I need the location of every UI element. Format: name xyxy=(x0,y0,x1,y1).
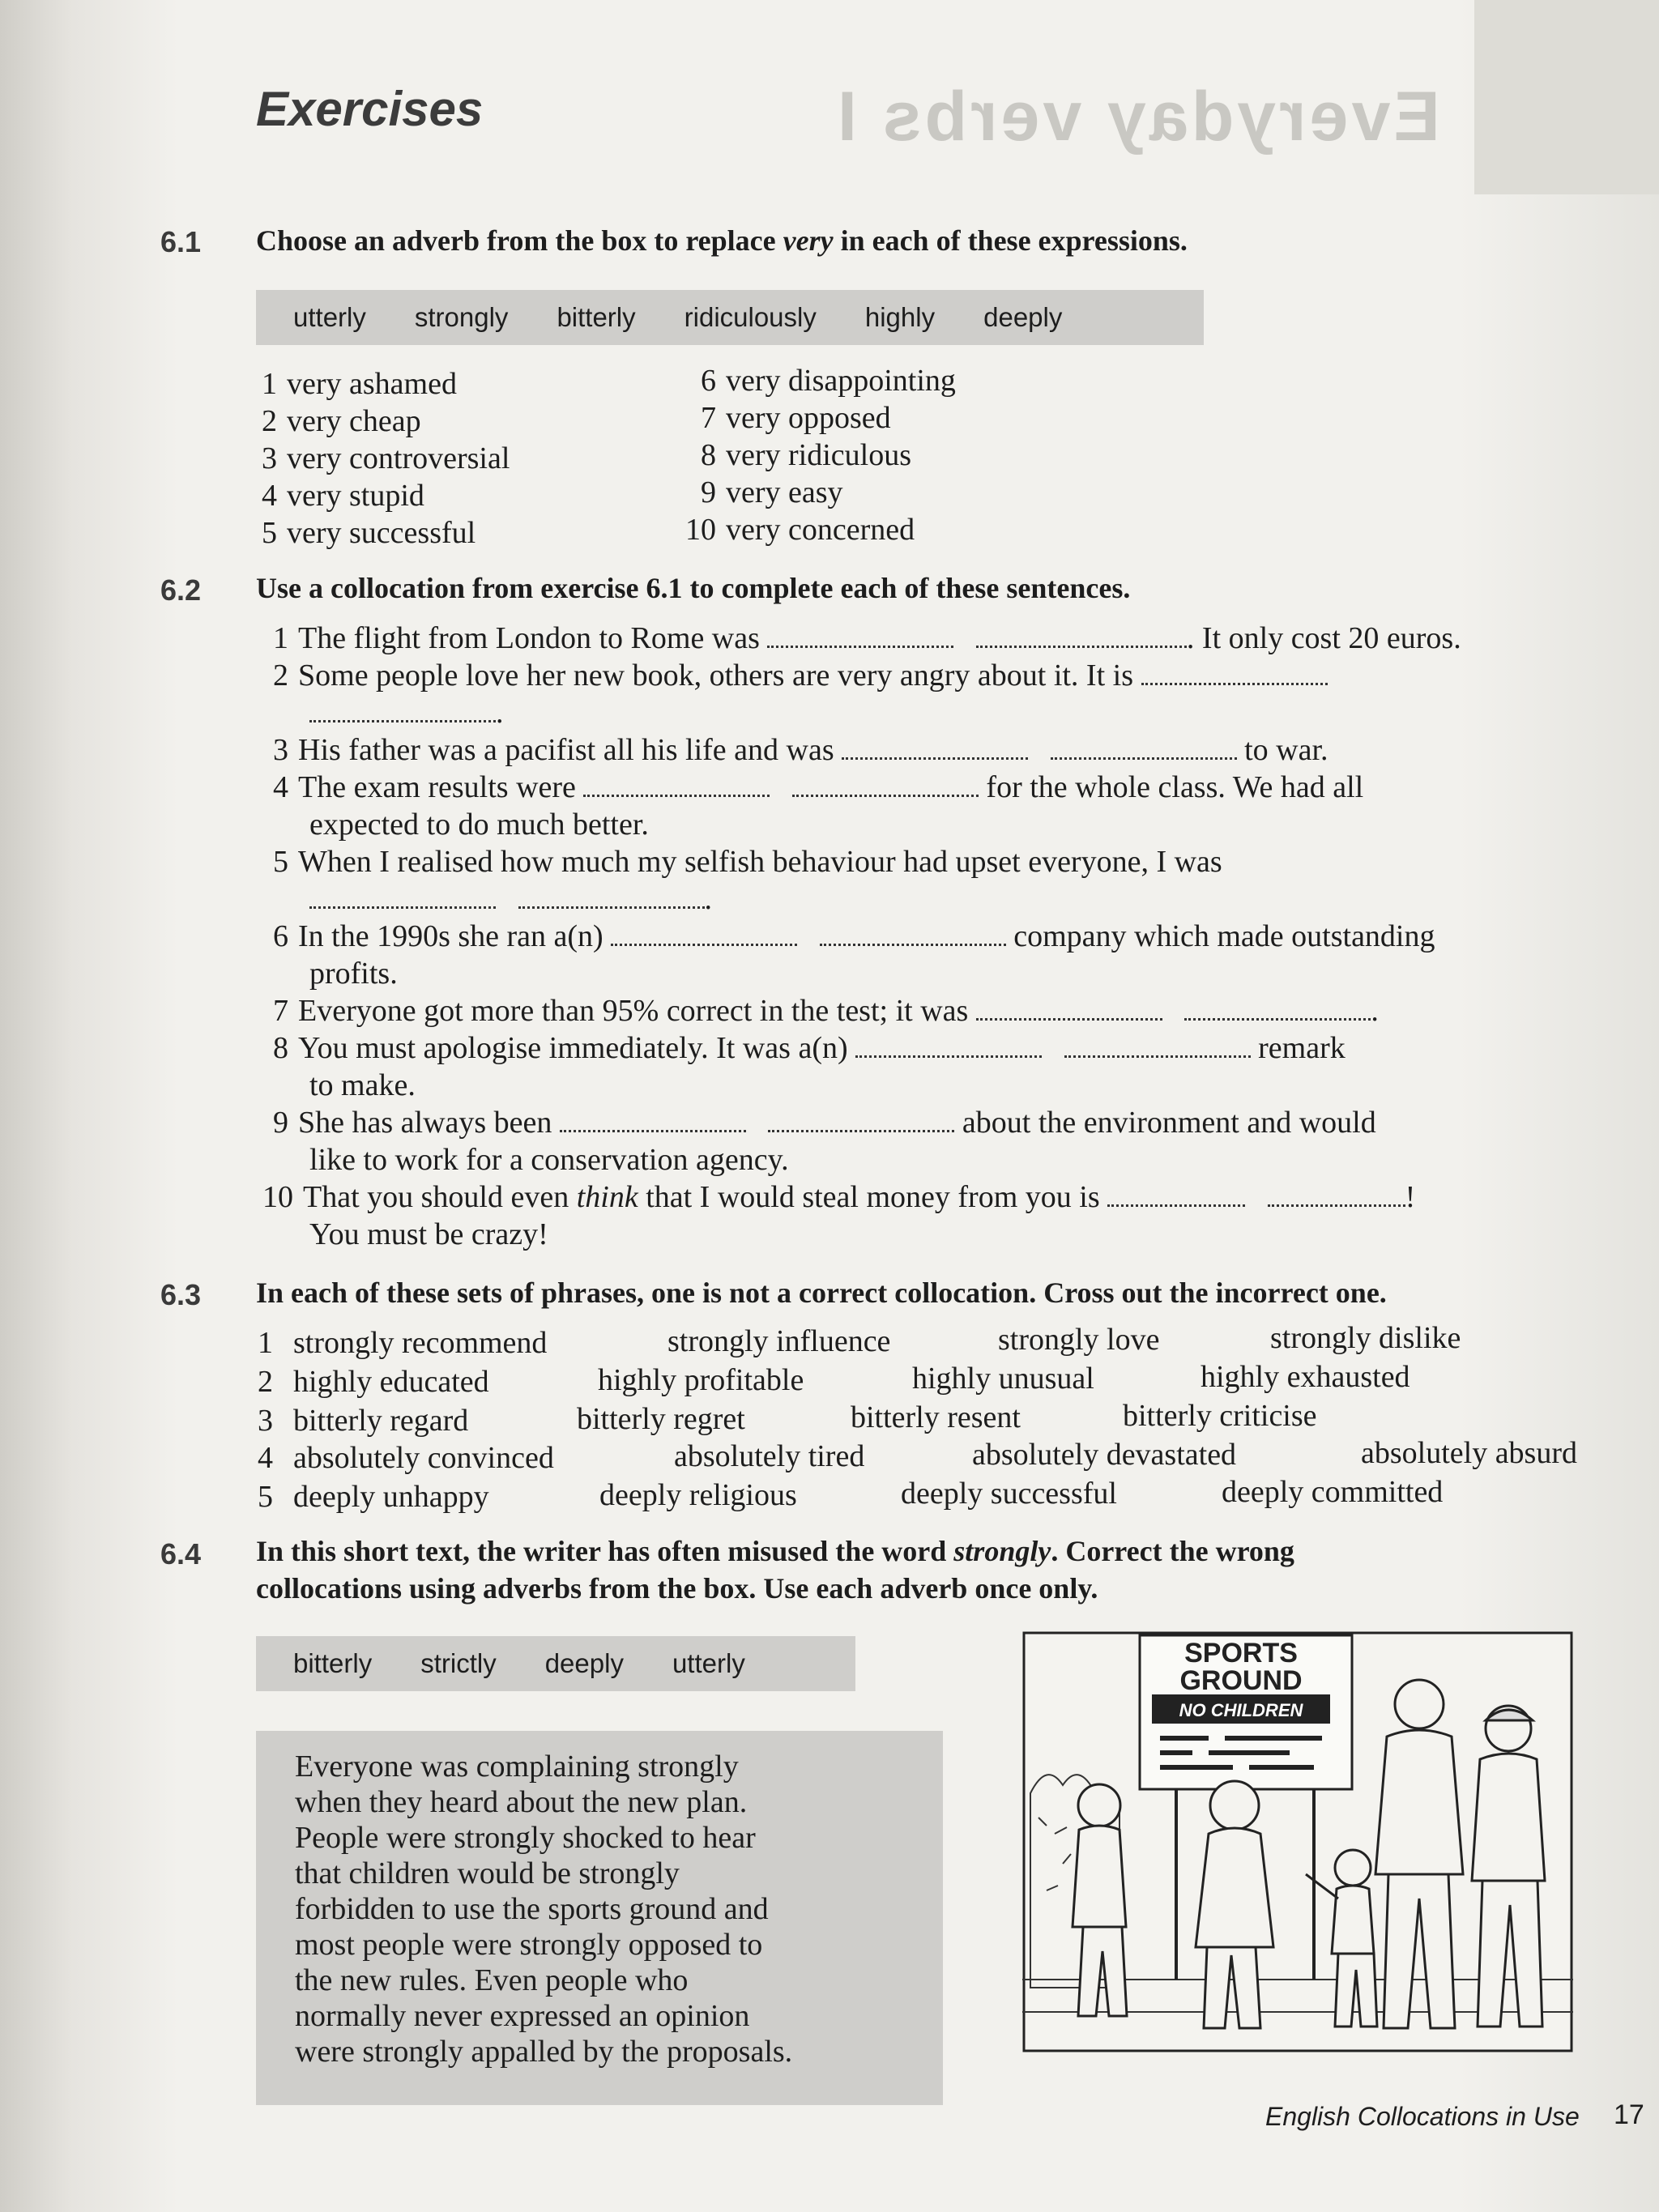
answer-blank[interactable] xyxy=(560,1109,746,1132)
ghost-title-showthrough: Everyday verbs I xyxy=(834,78,1440,156)
exercise-6-2-instruction: Use a collocation from exercise 6.1 to complete each of these sentences. xyxy=(256,572,1131,604)
sentence-10: 10 That you should even think that I would steal money from you is ! xyxy=(262,1180,1416,1214)
row-number: 1 xyxy=(258,1326,273,1360)
answer-blank[interactable] xyxy=(767,624,953,648)
sentence-9: 9 She has always been about the environment and would xyxy=(273,1106,1376,1140)
exercise-6-1-instruction: Choose an adverb from the box to replace very in each of these expressions. xyxy=(256,224,1188,257)
exercise-6-4-instruction: In this short text, the writer has often misused the word strongly. Correct the wrong collocations using adverbs from the box. Use each adverb once only. xyxy=(256,1535,1294,1605)
exercise-number-6-2: 6.2 xyxy=(160,573,202,607)
word-box-item: strongly xyxy=(414,302,509,332)
list-item: 8 very ridiculous xyxy=(701,438,912,472)
list-item: 10 very concerned xyxy=(685,513,915,547)
text-line: were strongly appalled by the proposals. xyxy=(295,2035,793,2069)
answer-blank[interactable] xyxy=(1051,736,1237,760)
sports-ground-illustration xyxy=(1022,1631,1573,2052)
collocation-phrase[interactable]: deeply religious xyxy=(599,1478,797,1512)
word-box-6-4 xyxy=(256,1636,855,1691)
collocation-phrase[interactable]: highly unusual xyxy=(912,1362,1094,1396)
answer-blank[interactable] xyxy=(855,1034,1042,1058)
margin-tab xyxy=(1474,0,1659,194)
sentence-4-continued: expected to do much better. xyxy=(309,808,649,842)
page-number: 17 xyxy=(1614,2099,1644,2130)
answer-blank[interactable] xyxy=(1141,662,1328,685)
text-line: forbidden to use the sports ground and xyxy=(295,1892,769,1926)
sentence-6: 6 In the 1990s she ran a(n) company which made outstanding xyxy=(273,919,1435,953)
list-item: 3 very controversial xyxy=(262,441,510,475)
exercise-6-3-instruction: In each of these sets of phrases, one is not a correct collocation. Cross out the incorrect one. xyxy=(256,1276,1387,1309)
answer-blank[interactable] xyxy=(611,923,797,946)
collocation-phrase[interactable]: strongly influence xyxy=(667,1324,891,1358)
answer-blank[interactable] xyxy=(309,885,496,909)
sign-text-line-3: NO CHILDREN xyxy=(1179,1700,1303,1720)
collocation-phrase[interactable]: absolutely tired xyxy=(674,1439,865,1473)
collocation-phrase[interactable]: highly profitable xyxy=(598,1363,804,1397)
answer-blank[interactable] xyxy=(1184,997,1371,1021)
list-item: 6 very disappointing xyxy=(701,364,956,398)
exercise-6-1-right-list xyxy=(680,363,956,549)
list-item: 7 very opposed xyxy=(701,401,891,435)
collocation-phrase[interactable]: bitterly resent xyxy=(851,1400,1021,1434)
sentence-7: 7 Everyone got more than 95% correct in the test; it was . xyxy=(273,994,1379,1028)
collocation-phrase[interactable]: strongly love xyxy=(998,1323,1160,1357)
row-number: 4 xyxy=(258,1441,273,1475)
word-box-item: strictly xyxy=(420,1648,497,1678)
collocation-phrase[interactable]: strongly recommend xyxy=(293,1326,548,1360)
list-item: 2 very cheap xyxy=(262,404,421,438)
sign-text-line-1: SPORTS xyxy=(1184,1638,1298,1669)
row-number: 2 xyxy=(258,1365,273,1399)
collocation-phrase[interactable]: highly exhausted xyxy=(1201,1360,1410,1394)
exercise-number-6-1: 6.1 xyxy=(160,225,202,258)
collocation-phrase[interactable]: bitterly criticise xyxy=(1123,1399,1317,1433)
text-line: People were strongly shocked to hear xyxy=(295,1821,756,1855)
list-item: 1 very ashamed xyxy=(262,367,457,401)
exercise-number-6-4: 6.4 xyxy=(160,1537,202,1571)
sentence-8-continued: to make. xyxy=(309,1068,416,1102)
answer-blank[interactable] xyxy=(1107,1183,1245,1207)
list-item: 9 very easy xyxy=(701,475,843,509)
text-line: when they heard about the new plan. xyxy=(295,1785,748,1819)
text-line: most people were strongly opposed to xyxy=(295,1928,763,1962)
text-line: Everyone was complaining strongly xyxy=(295,1750,739,1784)
answer-blank[interactable] xyxy=(518,885,705,909)
footer-book-title: English Collocations in Use xyxy=(1265,2102,1580,2131)
word-box-item: ridiculously xyxy=(684,302,817,332)
sentence-10-continued: You must be crazy! xyxy=(309,1217,548,1251)
word-box-item: deeply xyxy=(544,1648,624,1678)
collocation-phrase[interactable]: highly educated xyxy=(293,1365,489,1399)
sentence-2: 2 Some people love her new book, others are very angry about it. It is xyxy=(264,658,1328,693)
exercise-6-1-left-list xyxy=(241,366,510,552)
page-heading: Exercises xyxy=(256,82,484,136)
collocation-phrase[interactable]: bitterly regret xyxy=(577,1402,745,1436)
answer-blank[interactable] xyxy=(1268,1183,1405,1207)
sentence-8: 8 You must apologise immediately. It was a(n) remark xyxy=(273,1031,1346,1065)
word-box-item: highly xyxy=(864,302,936,332)
sentence-5-continued: . xyxy=(309,881,712,917)
answer-blank[interactable] xyxy=(976,997,1162,1021)
word-box-item: utterly xyxy=(672,1648,745,1678)
illustration-drawing xyxy=(1022,1631,1573,2052)
text-line: that children would be strongly xyxy=(295,1856,680,1890)
list-item: 5 very successful xyxy=(262,516,476,550)
emphasis-very: very xyxy=(783,224,834,257)
word-box-item: deeply xyxy=(983,302,1063,332)
collocation-phrase[interactable]: deeply committed xyxy=(1222,1475,1444,1509)
emphasis-strongly: strongly xyxy=(953,1535,1051,1567)
row-number: 5 xyxy=(258,1480,273,1514)
answer-blank[interactable] xyxy=(1064,1034,1251,1058)
word-box-item: utterly xyxy=(293,302,366,332)
word-box-6-1 xyxy=(256,290,1204,345)
answer-blank[interactable] xyxy=(842,736,1028,760)
collocation-phrase[interactable]: strongly dislike xyxy=(1270,1321,1461,1355)
collocation-phrase[interactable]: absolutely absurd xyxy=(1361,1436,1578,1470)
answer-blank[interactable] xyxy=(976,624,1187,648)
sentence-5: 5 When I realised how much my selfish behaviour had upset everyone, I was xyxy=(273,845,1222,879)
exercise-6-4-text xyxy=(256,1731,943,2105)
collocation-phrase[interactable]: deeply successful xyxy=(901,1477,1117,1511)
exercise-number-6-3: 6.3 xyxy=(160,1278,202,1311)
word-box-item: bitterly xyxy=(293,1648,373,1678)
text-line: normally never expressed an opinion xyxy=(295,1999,750,2033)
answer-blank[interactable] xyxy=(768,1109,954,1132)
list-item: 4 very stupid xyxy=(262,479,424,513)
sentence-2-continued: . xyxy=(309,695,504,731)
sentence-1: 1 The flight from London to Rome was . It only cost 20 euros. xyxy=(273,621,1461,655)
sentence-6-continued: profits. xyxy=(309,957,398,991)
word-box-item: bitterly xyxy=(557,302,636,332)
collocation-phrase[interactable]: bitterly regard xyxy=(293,1404,469,1438)
collocation-phrase[interactable]: absolutely devastated xyxy=(972,1438,1237,1472)
collocation-phrase[interactable]: deeply unhappy xyxy=(293,1480,489,1514)
sentence-4: 4 The exam results were for the whole class. We had all xyxy=(273,770,1364,804)
sentence-9-continued: like to work for a conservation agency. xyxy=(309,1143,789,1177)
answer-blank[interactable] xyxy=(820,923,1006,946)
sentence-3: 3 His father was a pacifist all his life and was to war. xyxy=(273,733,1328,767)
sign-text-line-2: GROUND xyxy=(1179,1665,1303,1696)
answer-blank[interactable] xyxy=(583,774,770,797)
answer-blank[interactable] xyxy=(792,774,979,797)
collocation-phrase[interactable]: absolutely convinced xyxy=(293,1441,554,1475)
text-line: the new rules. Even people who xyxy=(295,1963,689,1997)
answer-blank[interactable] xyxy=(309,699,496,722)
row-number: 3 xyxy=(258,1404,273,1438)
